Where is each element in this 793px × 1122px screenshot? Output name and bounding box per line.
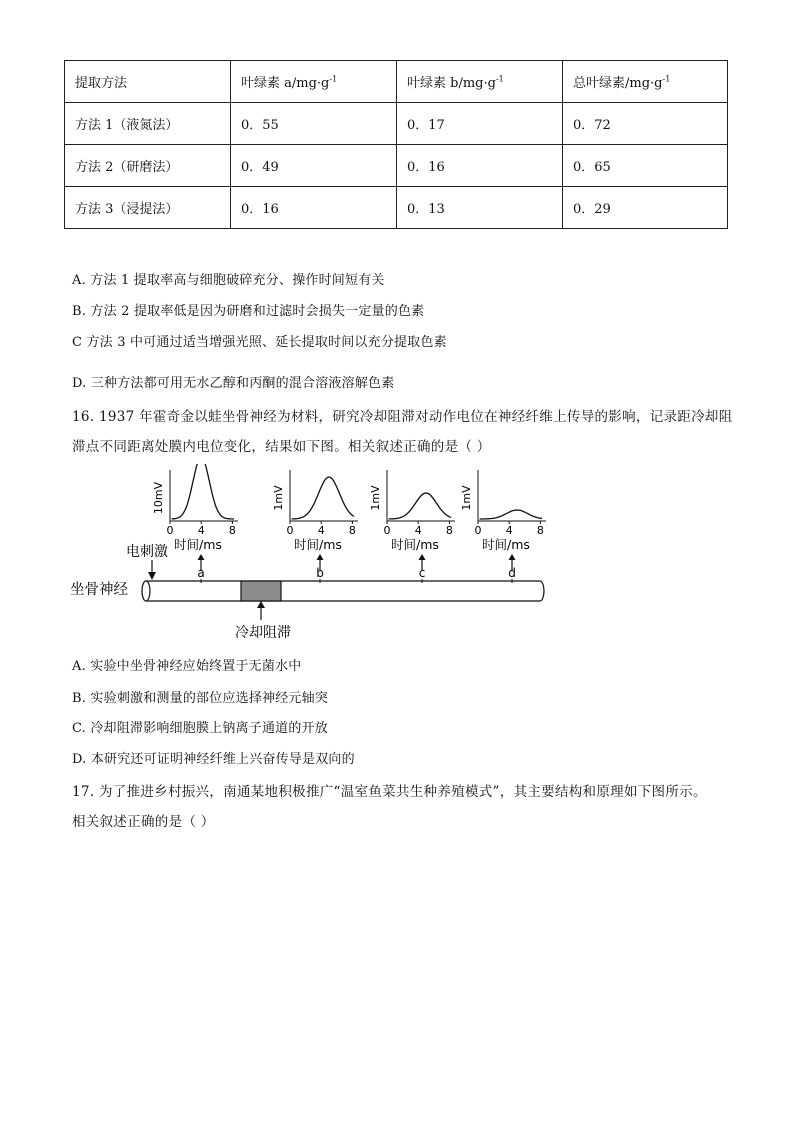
recording-arrow-head [419, 554, 426, 560]
q16-option-d: D. 本研究还可证明神经纤维上兴奋传导是双向的 [72, 752, 355, 767]
x-tick-label: 4 [197, 524, 205, 537]
q15-option-c: C 方法 3 中可通过适当增强光照、延长提取时间以充分提取色素 [72, 335, 447, 350]
potential-graph-2 [272, 470, 358, 552]
cooling-arrow-head [257, 601, 265, 608]
cell-total: 0．72 [563, 103, 728, 145]
cooling-block [241, 581, 281, 601]
cell-total: 0．29 [563, 187, 728, 229]
nerve-conduction-figure [60, 464, 560, 646]
header-total-chlorophyll: 总叶绿素$/mg\cdot g^{-1}$ [563, 61, 728, 103]
x-axis-label: 时间/ms [391, 537, 439, 552]
cell-a: 0．16 [231, 187, 397, 229]
x-tick-label: 0 [474, 524, 482, 537]
y-axis-label: 1mV [369, 485, 382, 511]
header-method: 提取方法 [65, 61, 231, 103]
point-label: d [508, 566, 516, 580]
recording-arrow-head [509, 554, 516, 560]
sciatic-nerve [142, 581, 544, 601]
q16-stem-line1: 16. 1937 年霍奇金以蛙坐骨神经为材料，研究冷却阻滞对动作电位在神经纤维上传导的影响，记录距冷却阻 [72, 409, 733, 425]
table-row [65, 145, 728, 187]
point-label: b [316, 566, 324, 580]
y-axis-label: 1mV [460, 485, 473, 511]
y-axis-label: 1mV [272, 485, 285, 511]
x-axis-label: 时间/ms [482, 537, 530, 552]
table-row [65, 103, 728, 145]
q16-stem-line2: 滞点不同距离处膜内电位变化，结果如下图。相关叙述正确的是（ ） [72, 439, 491, 455]
x-tick-label: 8 [348, 524, 356, 537]
q16-option-b: B. 实验刺激和测量的部位应选择神经元轴突 [72, 691, 329, 706]
potential-graph-3 [369, 470, 455, 552]
q17-stem-line2: 相关叙述正确的是（ ） [72, 814, 215, 830]
q15-option-a: A. 方法 1 提取率高与细胞破碎充分、操作时间短有关 [72, 273, 385, 288]
header-chlorophyll-b: 叶绿素 $b/mg\cdot g^{-1}$ [397, 61, 563, 103]
potential-graphs [152, 464, 546, 552]
header-chlorophyll-a: 叶绿素 $a/mg\cdot g^{-1}$ [231, 61, 397, 103]
potential-graph-1 [152, 464, 238, 552]
x-tick-label: 4 [317, 524, 325, 537]
x-axis-label: 时间/ms [174, 537, 222, 552]
table-header-row [65, 61, 728, 103]
cell-b: 0．16 [397, 145, 563, 187]
q17-stem-line1: 17. 为了推进乡村振兴，南通某地积极推广“温室鱼菜共生种养殖模式”，其主要结构和原理如下图所示。 [72, 784, 707, 800]
cell-method: 方法 3（浸提法） [65, 187, 231, 229]
potential-graph-4 [460, 470, 546, 552]
recording-arrow-head [317, 554, 324, 560]
cell-a: 0．49 [231, 145, 397, 187]
x-tick-label: 0 [166, 524, 174, 537]
x-tick-label: 8 [228, 524, 236, 537]
point-label: c [418, 566, 426, 580]
cell-total: 0．65 [563, 145, 728, 187]
potential-curve [172, 464, 234, 519]
recording-point-a [197, 554, 204, 583]
x-tick-label: 0 [383, 524, 391, 537]
x-axis-label: 时间/ms [294, 537, 342, 552]
x-tick-label: 0 [286, 524, 294, 537]
point-label: a [197, 566, 205, 580]
x-tick-label: 8 [445, 524, 453, 537]
cooling-label: 冷却阻滞 [235, 625, 291, 641]
q16-option-a: A. 实验中坐骨神经应始终置于无菌水中 [72, 659, 302, 674]
cell-a: 0．55 [231, 103, 397, 145]
cell-b: 0．13 [397, 187, 563, 229]
chlorophyll-table [64, 60, 728, 229]
recording-arrow-head [198, 554, 205, 560]
q15-option-d: D. 三种方法都可用无水乙醇和丙酮的混合溶液溶解色素 [72, 376, 395, 391]
x-tick-label: 8 [536, 524, 544, 537]
x-tick-label: 4 [414, 524, 422, 537]
nerve-cut-end [142, 581, 150, 601]
recording-point-b [316, 554, 324, 583]
stimulus-label: 电刺激 [126, 544, 168, 560]
potential-curve [292, 477, 354, 519]
cell-b: 0．17 [397, 103, 563, 145]
nerve-label: 坐骨神经 [70, 582, 128, 598]
stimulus-arrow-head [148, 572, 156, 580]
potential-curve [389, 493, 451, 519]
q15-option-b: B. 方法 2 提取率低是因为研磨和过滤时会损失一定量的色素 [72, 304, 425, 319]
recording-point-c [419, 554, 426, 583]
table-row [65, 187, 728, 229]
potential-curve [480, 510, 542, 519]
recording-point-d [508, 554, 516, 583]
x-tick-label: 4 [505, 524, 513, 537]
y-axis-label: 10mV [152, 481, 165, 515]
q16-option-c: C. 冷却阻滞影响细胞膜上钠离子通道的开放 [72, 721, 328, 736]
cell-method: 方法 2（研磨法） [65, 145, 231, 187]
recording-points [197, 554, 515, 583]
cell-method: 方法 1（液氮法） [65, 103, 231, 145]
